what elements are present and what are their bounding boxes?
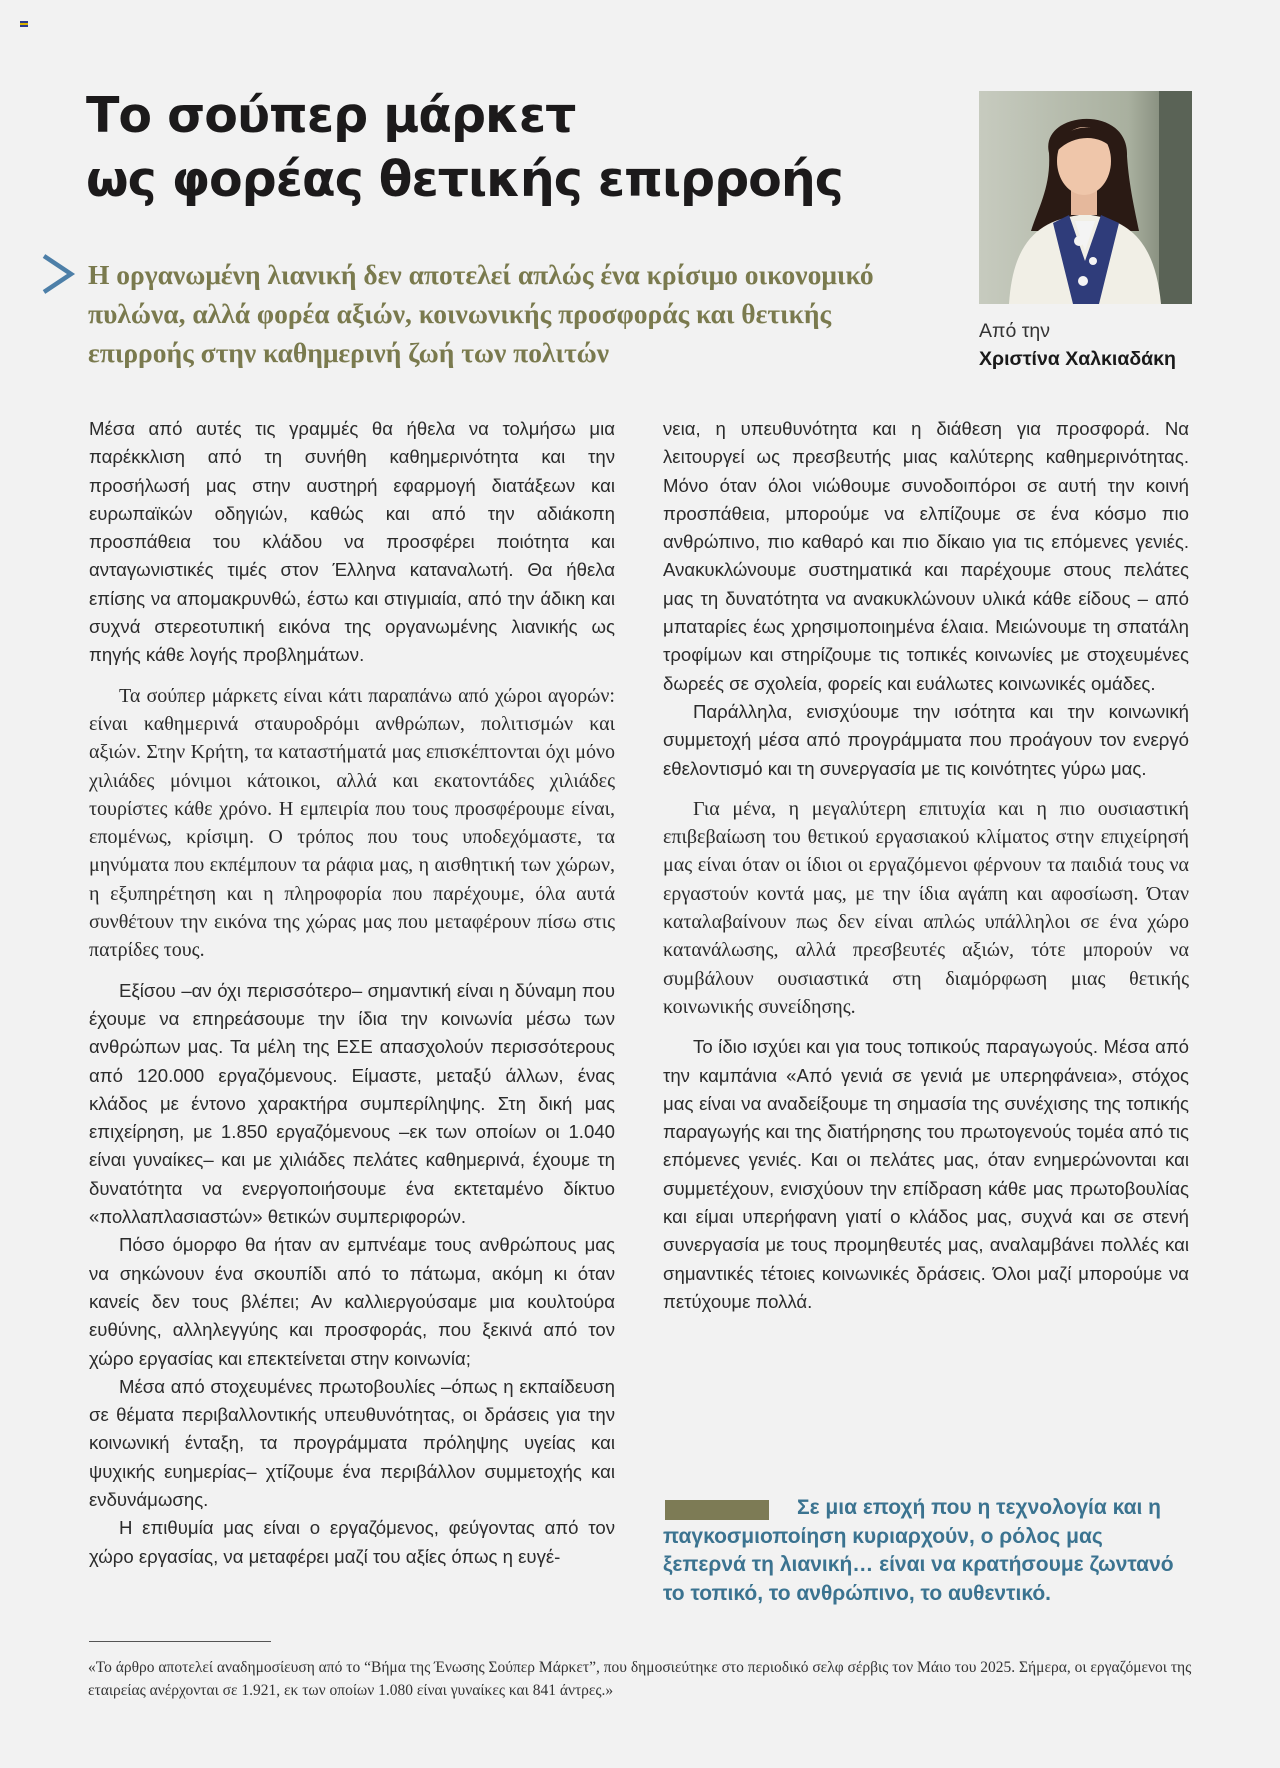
article-subtitle: Η οργανωμένη λιανική δεν αποτελεί απλώς ένα κρίσιμο οικονομικό πυλώνα, αλλά φορέα αξιών, κοινωνικής προσφοράς και θετικής επιρροής στην καθημερινή ζωή των πολιτών <box>88 259 874 368</box>
paragraph: νεια, η υπευθυνότητα και η διάθεση για προσφορά. Να λειτουργεί ως πρεσβευτής μιας καλύτερης καθημερινότητας. Μόνο όταν όλοι νιώθουμε συνοδοιπόροι σε αυτή την κοινή προσπάθεια, μπορούμε να ελπίζουμε σε ένα κόσμο πιο ανθρώπινο, πιο καθαρό και πιο δίκαιο για τις επόμενες γενιές. Ανακυκλώνουμε συστηματικά και παρέχουμε στους πελάτες μας τη δυνατότητα να ανακυκλώνουν υλικά κάθε είδους – από μπαταρίες έως χρησιμοποιημένα έλαια. Μειώνουμε τη σπατάλη τροφίμων και στηρίζουμε τις τοπικές κοινωνίες με στοχευμένες δωρεές σε σχολεία, φορείς και ευάλωτες κοινωνικές ομάδες. <box>663 418 1189 694</box>
paragraph: Για μένα, η μεγαλύτερη επιτυχία και η πιο ουσιαστική επιβεβαίωση του θετικού εργασιακού κλίματος στην επιχείρησή μας είναι όταν οι ίδιοι οι εργαζόμενοι φέρνουν τα παιδιά τους να εργαστούν κοντά μας, με την ίδια αγάπη και αφοσίωση. Όταν καταλαβαίνουν πως δεν είναι απλώς υπάλληλοι σε ένα χώρο κατανάλωσης, αλλά πρεσβευτές αξιών, τότε μπορούν να συμβάλουν ουσιαστικά στη διαμόρφωση μιας θετικής κοινωνικής συνείδησης. <box>663 797 1189 1018</box>
byline-prefix: Από την <box>979 320 1051 342</box>
pull-quote: Σε μια εποχή που η τεχνολογία και η παγκοσμιοποίηση κυριαρχούν, ο ρόλος μας ξεπερνά τη λιανική… είναι να κρατήσουμε ζωντανό το τοπικό, το ανθρώπινο, το αυθεντικό. <box>663 1496 1174 1605</box>
corner-mark <box>20 21 28 27</box>
paragraph: Πόσο όμορφο θα ήταν αν εμπνέαμε τους ανθρώπους μας να σηκώνουν ένα σκουπίδι από το πάτωμα, ακόμη κι όταν κανείς δεν τους βλέπει; Αν καλλιεργούσαμε μια κουλτούρα ευθύνης, αλληλεγγύης και προσφοράς, που ξεκινά από τον χώρο εργασίας και επεκτείνεται στην κοινωνία; <box>89 1234 615 1369</box>
paragraph: Μέσα από αυτές τις γραμμές θα ήθελα να τολμήσω μια παρέκκλιση από τη συνήθη καθημερινότητα και την προσήλωσή μας στην αυστηρή εφαρμογή διατάξεων και ευρωπαϊκών οδηγιών, καθώς και από την αδιάκοπη προσπάθεια του κλάδου να προσφέρει ποιότητα και ανταγωνιστικές τιμές στον Έλληνα καταναλωτή. Θα ήθελα επίσης να απομακρυνθώ, έστω και στιγμιαία, από την άδικη και συχνά στερεοτυπική εικόνα της οργανωμένης λιανικής ως πηγής κάθε λογής προβλημάτων. <box>89 418 615 666</box>
paragraph: Το ίδιο ισχύει και για τους τοπικούς παραγωγούς. Μέσα από την καμπάνια «Από γενιά σε γενιά με υπερηφάνεια», στόχος μας είναι να αναδείξουμε τη σημασία της συνέχισης της τοπικής παραγωγής και της διατήρησης του πρωτογενούς τομέα από τις επόμενες γενιές. Και οι πελάτες μας, όταν ενημερώνονται και συμμετέχουν, ενισχύουν την επίδραση κάθε μας πρωτοβουλίας και είμαι υπερήφανη γιατί ο κλάδος μας, συχνά και σε στενή συνεργασία με τους προμηθευτές μας, αναλαμβάνει πολλές και σημαντικές τέτοιες κοινωνικές δράσεις. Όλοι μαζί μπορούμε να πετύχουμε πολλά. <box>663 1036 1189 1312</box>
chevron-right-icon <box>40 252 76 296</box>
paragraph: Μέσα από στοχευμένες πρωτοβουλίες –όπως η εκπαίδευση σε θέματα περιβαλλοντικής υπευθυνότητας, οι δράσεις για την κοινωνική ένταξη, τα προγράμματα πρόληψης υγείας και ψυχικής ευημερίας– χτίζουμε ένα περιβάλλον συμμετοχής και ενδυνάμωσης. <box>89 1375 615 1510</box>
paragraph: Η επιθυμία μας είναι ο εργαζόμενος, φεύγοντας από τον χώρο εργασίας, να μεταφέρει μαζί του αξίες όπως η ευγέ- <box>89 1517 615 1567</box>
byline <box>979 317 1219 373</box>
author-name: Χριστίνα Χαλκιαδάκη <box>979 348 1176 370</box>
paragraph: Εξίσου –αν όχι περισσότερο– σημαντική είναι η δύναμη που έχουμε να επηρεάσουμε την ίδια την κοινωνία μέσω των ανθρώπων μας. Τα μέλη της ΕΣΕ απασχολούν περισσότερους από 120.000 εργαζόμενους. Είμαστε, μεταξύ άλλων, ένας κλάδος με έντονο χαρακτήρα συμπερίληψης. Στη δική μας επιχείρηση, με 1.850 εργαζόμενους –εκ των οποίων οι 1.040 είναι γυναίκες– και με χιλιάδες πελάτες καθημερινά, έχουμε τη δυνατότητα να ενεργοποιήσουμε ένα εκτεταμένο δίκτυο «πολλαπλασιαστών» θετικών συμπεριφορών. <box>89 979 615 1228</box>
author-photo <box>979 91 1192 304</box>
title-line-2: ως φορέας θετικής επιρροής <box>86 151 843 208</box>
footnote-divider <box>89 1641 271 1642</box>
paragraph: Παράλληλα, ενισχύουμε την ισότητα και την κοινωνική συμμετοχή μέσα από προγράμματα που προάγουν τον ενεργό εθελοντισμό και τη συνεργασία με τις κοινότητες γύρω μας. <box>663 700 1189 779</box>
article-title <box>86 84 886 212</box>
body-column-right <box>663 415 1189 1316</box>
footnote: «Το άρθρο αποτελεί αναδημοσίευση από το “Βήμα της Ένωσης Σούπερ Μάρκετ”, που δημοσιεύτηκε στο περιοδικό σελφ σέρβις τον Μάιο του 2025. Σήμερα, οι εργαζόμενοι της εταιρείας ανέρχονται σε 1.921, εκ των οποίων 1.080 είναι γυναίκες και 841 άντρες.» <box>88 1659 1192 1699</box>
body-column-left <box>89 415 615 1571</box>
title-line-1: Το σούπερ μάρκετ <box>86 87 576 144</box>
paragraph: Τα σούπερ μάρκετς είναι κάτι παραπάνω από χώροι αγορών: είναι καθημερινά σταυροδρόμι ανθρώπων, πολιτισμών και αξιών. Στην Κρήτη, τα καταστήματά μας επισκέπτονται όχι μόνο χιλιάδες μόνιμοι κάτοικοι, αλλά και εκατοντάδες χιλιάδες τουρίστες κάθε χρόνο. Η εμπειρία που τους προσφέρουμε είναι, επομένως, κρίσιμη. Ο τρόπος που τους υποδεχόμαστε, τα μηνύματα που εκπέμπουν τα ράφια μας, η αισθητική των χώρων, η εξυπηρέτηση και η πληροφορία που παρέχουμε, όλα αυτά συνθέτουν την εικόνα της χώρας μας που μεταφέρουν πίσω στις πατρίδες τους. <box>89 684 615 962</box>
